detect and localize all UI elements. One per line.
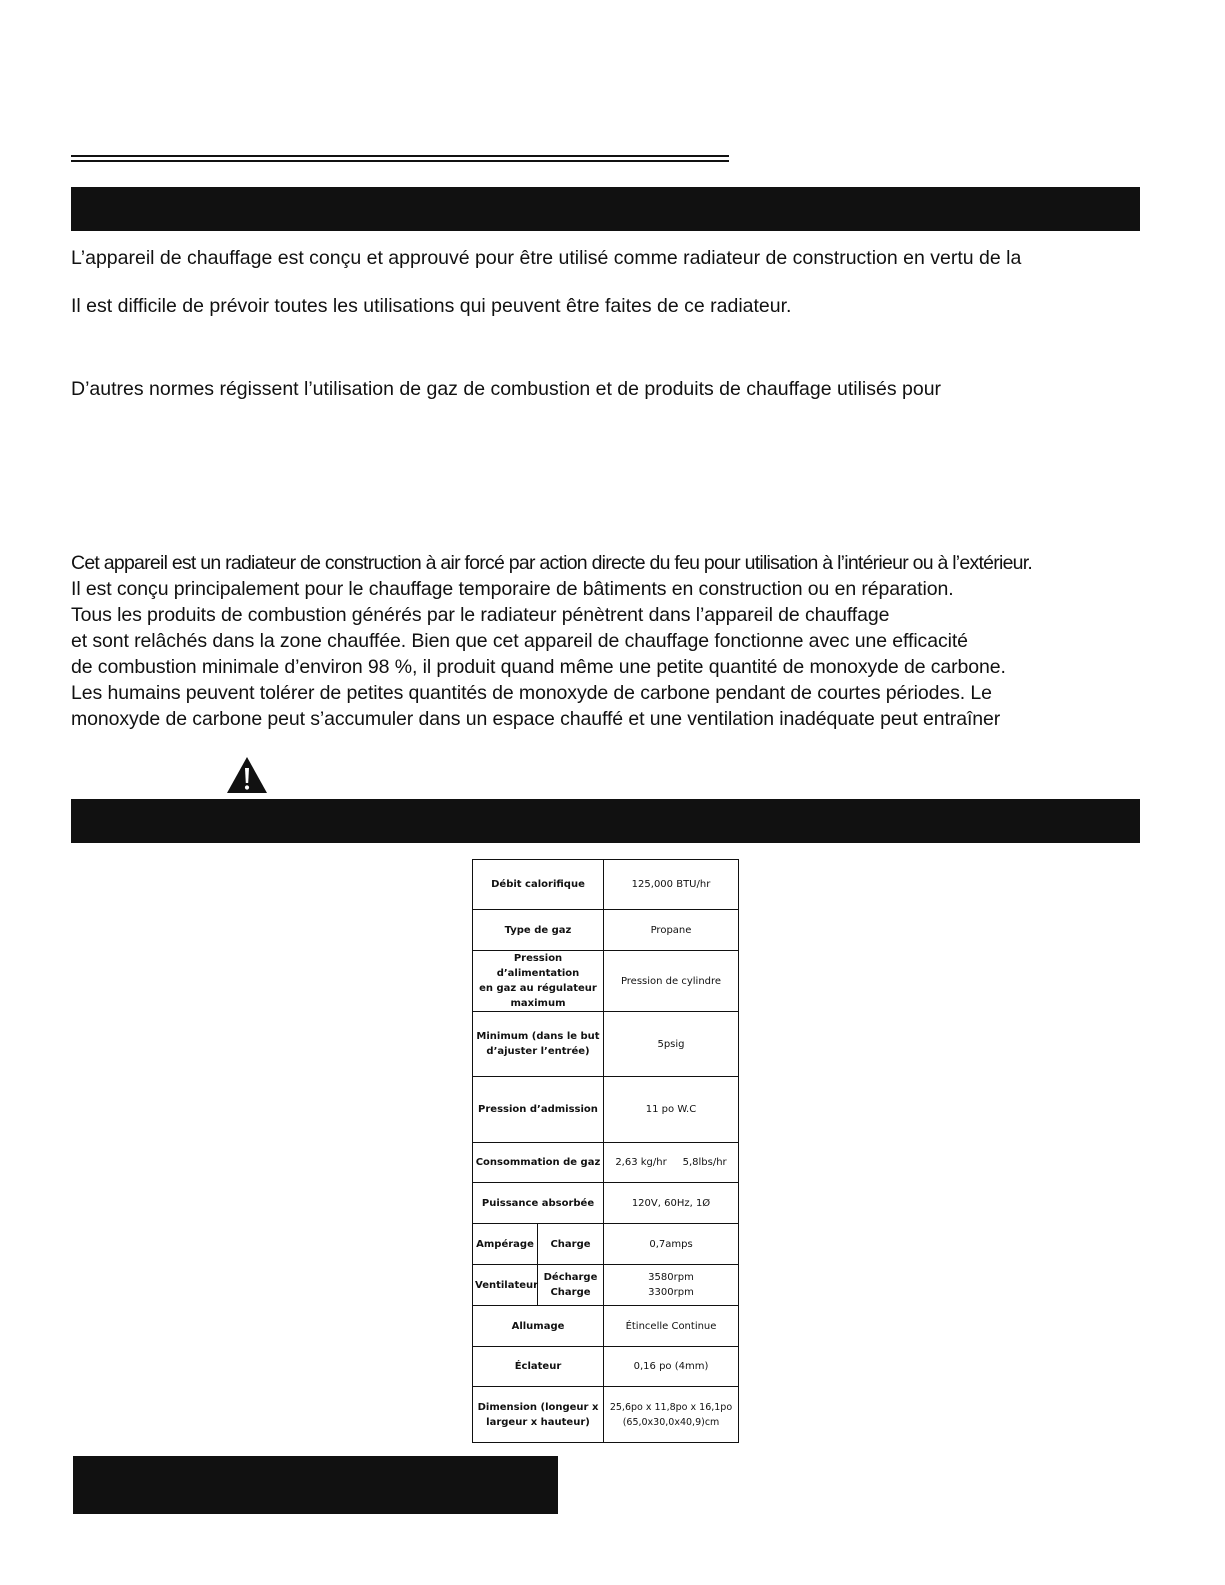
section-bar-intro — [71, 187, 1140, 231]
consumption-value: 2,63 kg/hr 5,8lbs/hr — [604, 1143, 739, 1183]
header-rule-bottom — [71, 160, 729, 162]
warning-triangle-icon — [226, 756, 268, 794]
debit-value: 125,000 BTU/hr — [604, 860, 739, 910]
fan-label: Ventilateur — [473, 1265, 538, 1306]
description-line: Les humains peuvent tolérer de petites quantités de monoxyde de carbone pendant de courtes périodes. Le — [71, 682, 992, 704]
table-row — [473, 1224, 739, 1265]
table-row — [473, 1012, 739, 1077]
supply-pressure-label-line: maximum — [510, 998, 566, 1009]
minimum-label — [473, 1012, 604, 1077]
ignition-label: Allumage — [473, 1306, 604, 1347]
table-row — [473, 1347, 739, 1387]
debit-label: Débit calorifique — [473, 860, 604, 910]
dimension-label-line: largeur x hauteur) — [486, 1416, 590, 1428]
dimension-label — [473, 1387, 604, 1443]
fan-value — [604, 1265, 739, 1306]
intro-line-3: D’autres normes régissent l’utilisation de gaz de combustion et de produits de chauffage utilisés pour — [71, 378, 942, 400]
table-row — [473, 951, 739, 1012]
table-row — [473, 860, 739, 910]
amperage-sub-label: Charge — [538, 1224, 604, 1265]
table-row — [473, 1183, 739, 1224]
supply-pressure-label — [473, 951, 604, 1012]
table-row — [473, 1143, 739, 1183]
fan-sub-label — [538, 1265, 604, 1306]
description-line: et sont relâchés dans la zone chauffée. Bien que cet appareil de chauffage fonctionne avec une efficacité — [71, 630, 968, 652]
amperage-value: 0,7amps — [604, 1224, 739, 1265]
table-row — [473, 1077, 739, 1143]
spark-gap-label: Éclateur — [473, 1347, 604, 1387]
minimum-label-line: d’ajuster l’entrée) — [486, 1046, 590, 1057]
section-bar-specifications — [71, 799, 1140, 843]
supply-pressure-label-line: en gaz au régulateur — [479, 983, 597, 994]
table-row — [473, 1265, 739, 1306]
dimension-value-line: 25,6po x 11,8po x 16,1po — [609, 1401, 733, 1413]
description-paragraph — [71, 550, 1146, 732]
description-line: Tous les produits de combustion générés par le radiateur pénètrent dans l’appareil de chauffage — [71, 604, 890, 626]
description-line: monoxyde de carbone peut s’accumuler dans un espace chauffé et une ventilation inadéquate peut entraîner — [71, 708, 1001, 730]
dimension-label-line: Dimension (longeur x — [477, 1401, 599, 1413]
intake-pressure-label: Pression d’admission — [473, 1077, 604, 1143]
spark-gap-value: 0,16 po (4mm) — [604, 1347, 739, 1387]
gas-type-label: Type de gaz — [473, 910, 604, 951]
fan-sub-label-line: Décharge — [543, 1272, 598, 1283]
dimension-value-line: (65,0x30,0x40,9)cm — [622, 1416, 720, 1428]
table-row — [473, 910, 739, 951]
specifications-table — [472, 859, 739, 1443]
amperage-label: Ampérage — [473, 1224, 538, 1265]
intro-line-1: L’appareil de chauffage est conçu et approuvé pour être utilisé comme radiateur de construction en vertu de la — [71, 247, 1022, 269]
fan-value-line: 3300rpm — [648, 1287, 694, 1298]
intro-line-2: Il est difficile de prévoir toutes les utilisations qui peuvent être faites de ce radiateur. — [71, 295, 792, 317]
description-line: de combustion minimale d’environ 98 %, il produit quand même une petite quantité de monoxyde de carbone. — [71, 656, 1006, 678]
minimum-label-line: Minimum (dans le but — [476, 1031, 600, 1042]
power-label: Puissance absorbée — [473, 1183, 604, 1224]
minimum-value: 5psig — [604, 1012, 739, 1077]
table-row — [473, 1387, 739, 1443]
supply-pressure-value: Pression de cylindre — [604, 951, 739, 1012]
description-line: Cet appareil est un radiateur de construction à air forcé par action directe du feu pour utilisation à l’intérieur ou à l’extérieur. — [71, 552, 1033, 574]
description-line: Il est conçu principalement pour le chauffage temporaire de bâtiments en construction ou en réparation. — [71, 578, 954, 600]
gas-type-value: Propane — [604, 910, 739, 951]
header-rule-top — [71, 155, 729, 157]
table-row — [473, 1306, 739, 1347]
power-value: 120V, 60Hz, 1Ø — [604, 1183, 739, 1224]
fan-sub-label-line: Charge — [550, 1287, 591, 1298]
supply-pressure-label-line: Pression d’alimentation — [496, 953, 580, 979]
ignition-value: Étincelle Continue — [604, 1306, 739, 1347]
dimension-value — [604, 1387, 739, 1443]
consumption-label: Consommation de gaz — [473, 1143, 604, 1183]
intake-pressure-value: 11 po W.C — [604, 1077, 739, 1143]
fan-value-line: 3580rpm — [648, 1272, 694, 1283]
section-bar-bottom — [73, 1456, 558, 1514]
